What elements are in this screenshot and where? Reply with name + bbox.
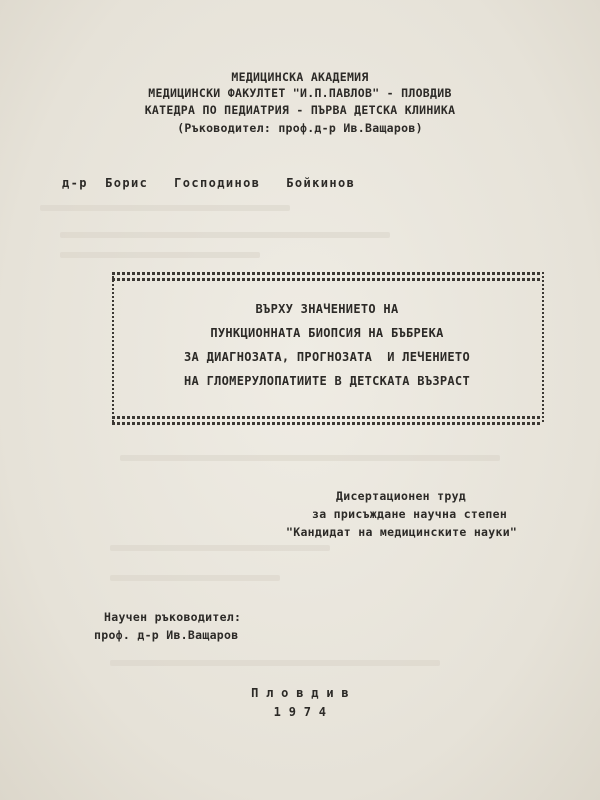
dissertation-title-line-1: ВЪРХУ ЗНАЧЕНИЕТО НА xyxy=(255,302,399,316)
bleed-through-mark xyxy=(40,205,290,211)
header-department: КАТЕДРА ПО ПЕДИАТРИЯ - ПЪРВА ДЕТСКА КЛИНИКА xyxy=(144,103,456,117)
author-name: д-р Борис Господинов Бойкинов xyxy=(62,176,356,190)
bleed-through-mark xyxy=(60,252,260,258)
supervisor-name: проф. д-р Ив.Ващаров xyxy=(94,628,239,642)
dissertation-title-line-2: ПУНКЦИОННАТА БИОПСИЯ НА БЪБРЕКА xyxy=(210,326,444,340)
title-frame xyxy=(112,272,544,422)
bleed-through-mark xyxy=(110,660,440,666)
header-head-of-department: (Ръководител: проф.д-р Ив.Ващаров) xyxy=(177,121,423,135)
bleed-through-mark xyxy=(110,575,280,581)
title-frame-bottom-border xyxy=(112,416,542,419)
dissertation-note-line-1: Дисертационен труд xyxy=(336,489,467,503)
title-frame-bottom-border xyxy=(112,422,542,425)
place: П л о в д и в xyxy=(251,686,349,700)
dissertation-title-line-3: ЗА ДИАГНОЗАТА, ПРОГНОЗАТА И ЛЕЧЕНИЕТО xyxy=(184,350,470,364)
bleed-through-mark xyxy=(60,232,390,238)
dissertation-note-line-3: "Кандидат на медицинските науки" xyxy=(286,525,518,539)
year: 1 9 7 4 xyxy=(273,705,327,719)
bleed-through-mark xyxy=(110,545,330,551)
header-academy: МЕДИЦИНСКА АКАДЕМИЯ xyxy=(231,70,369,84)
bleed-through-mark xyxy=(120,455,500,461)
dissertation-title-line-4: НА ГЛОМЕРУЛОПАТИИТЕ В ДЕТСКАТА ВЪЗРАСТ xyxy=(184,374,470,388)
header-faculty: МЕДИЦИНСКИ ФАКУЛТЕТ "И.П.ПАВЛОВ" - ПЛОВДИВ xyxy=(148,86,452,100)
dissertation-note-line-2: за присъждане научна степен xyxy=(312,507,508,521)
supervisor-label: Научен ръководител: xyxy=(104,610,242,624)
